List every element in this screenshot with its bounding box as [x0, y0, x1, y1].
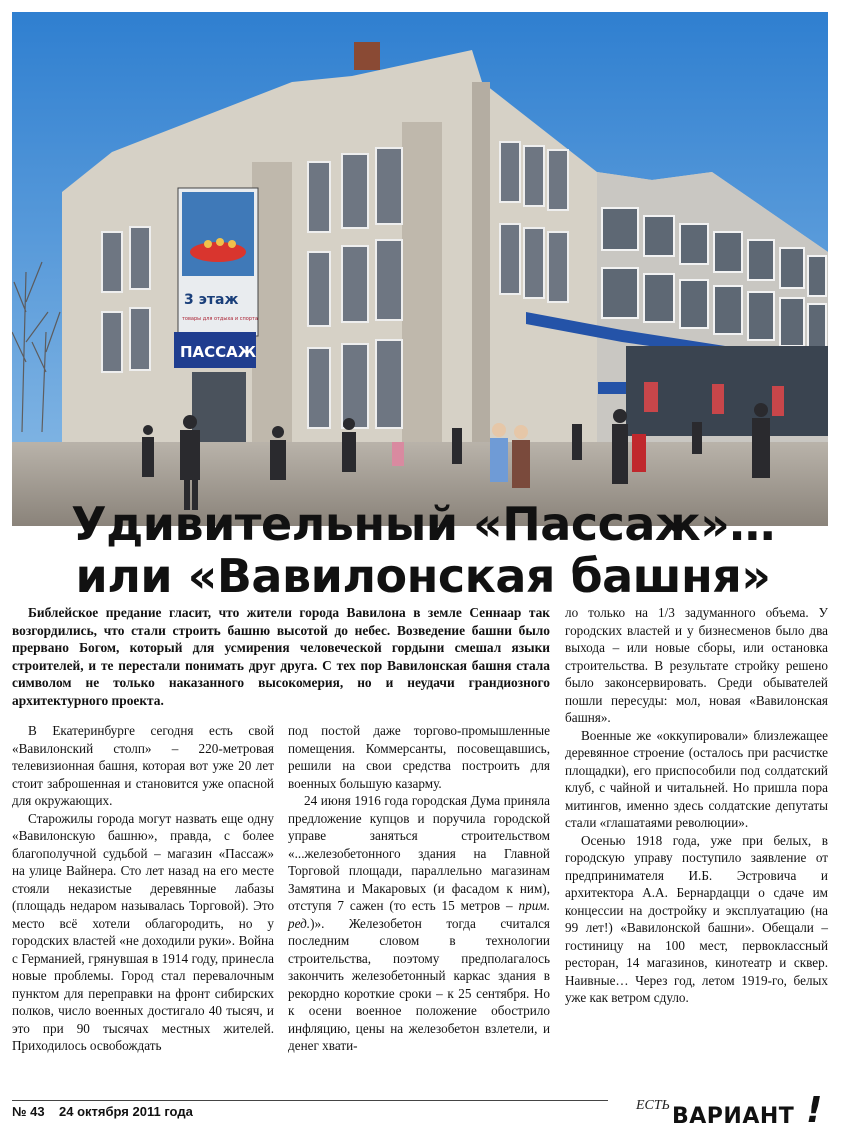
paragraph: Осенью 1918 года, уже при белых, в городскую управу поступило заявление от предпринимателя И.Б. Эстровича и архитектора А.А. Бернардацци о сдаче им концессии на достройку и эксплуатацию (на 99 лет!) «Вавилонской башни». Обещали – гостиницу на 100 мест, первоклассный ресторан, 14 магазинов, кинотеатр и сквер. Наивные… Через год, летом 1919-го, белых уже как ветром сдуло. — [565, 832, 828, 1005]
logo-exclamation: ! — [806, 1090, 823, 1131]
logo-variant: ВАРИАНТ — [672, 1104, 795, 1129]
paragraph: под постой даже торгово-промышленные помещения. Коммерсанты, посовещавшись, решили на свои средства построить для военных большую казарму. — [288, 723, 550, 791]
text-run: )». Железобетон тогда считался последним словом в технологии строительства, поэтому предполагалось закончить железобетонный каркас здания в рекордно короткие сроки – к 25 сентября. Но к осени военное положение обострило инфляцию, цены на железобетон взлетели, и денег хвати- — [288, 915, 550, 1053]
article-column-2 — [288, 722, 550, 1055]
billboard-text: 3 этаж — [184, 292, 239, 308]
passage-building-photo — [12, 12, 828, 526]
headline-line-2: или «Вавилонская башня» — [75, 549, 771, 603]
issue-number: № 43 — [12, 1104, 45, 1119]
billboard-subtext: товары для отдыха и спорта — [182, 316, 258, 322]
paragraph — [288, 792, 550, 1055]
article-column-1 — [12, 722, 274, 1055]
lead-paragraph: Библейское предание гласит, что жители города Вавилона в земле Сеннаар так возгордились, что стали строить башню высотой до небес. Возведение башни было прервано Богом, который для усмирения человеческой гордыни смешал языки строителей, и те перестали понимать друг друга. С тех пор Вавилонская башня стала символом не только наказанного высокомерия, но и неудачи грандиозного архитектурного проекта. — [12, 605, 550, 708]
headline — [30, 498, 816, 602]
footer-divider — [12, 1100, 608, 1101]
headline-line-1: Удивительный «Пассаж»… — [71, 497, 775, 551]
text-run: 24 июня 1916 года городская Дума приняла предложение купцов и поручила городской управе заняться строительством «...железобетонного здания на Главной Торговой площади, параллельно магазинам Замятина и Макаровых (и фасадом к ним), отступя 7 сажен (то есть 15 метров – — [288, 793, 550, 913]
issue-date: 24 октября 2011 года — [59, 1104, 193, 1119]
paragraph: В Екатеринбурге сегодня есть свой «Вавилонский столп» – 220-метровая телевизионная башня, которая вот уже 20 лет стоит заброшенная и становится уже опасной для окружающих. — [12, 723, 274, 808]
paragraph: ло только на 1/3 задуманного объема. У городских властей и у бизнесменов было два выхода – или новые сборы, или остановка строительства. В результате стройку решено было законсервировать. Среди обывателей пошли пересуды: мол, новая «Вавилонская башня». — [565, 605, 828, 725]
logo-est: ЕСТЬ — [636, 1098, 670, 1113]
store-sign: ПАССАЖ — [180, 343, 257, 361]
paragraph: Военные же «оккупировали» близлежащее деревянное строение (осталось при расчистке площадки), его приспособили под солдатский клуб, с чайной и читальней. Но пришла пора митингов, именно здесь солдатские депутаты стали «глашатаями революции». — [565, 727, 828, 830]
paragraph: Старожилы города могут назвать еще одну «Вавилонскую башню», правда, с более благополучной судьбой – магазин «Пассаж» на улице Вайнера. Сто лет назад на его месте стояли неказистые деревянные лабазы (площадь недаром называлась Торговой). Это место всё хотели облагородить, но у городских властей «не доходили руки». Война с Германией, грянувшая в 1914 году, принесла новые проблемы. Город стал перевалочным пунктом для переправки на фронт сибирских полков, число военных достигало 40 тысяч, и это при 90 тысячах местных жителей. Приходилось освобождать — [12, 810, 274, 1053]
issue-info — [12, 1104, 193, 1119]
editor-note: прим. ред. — [288, 898, 550, 931]
article-column-3 — [565, 604, 828, 1007]
